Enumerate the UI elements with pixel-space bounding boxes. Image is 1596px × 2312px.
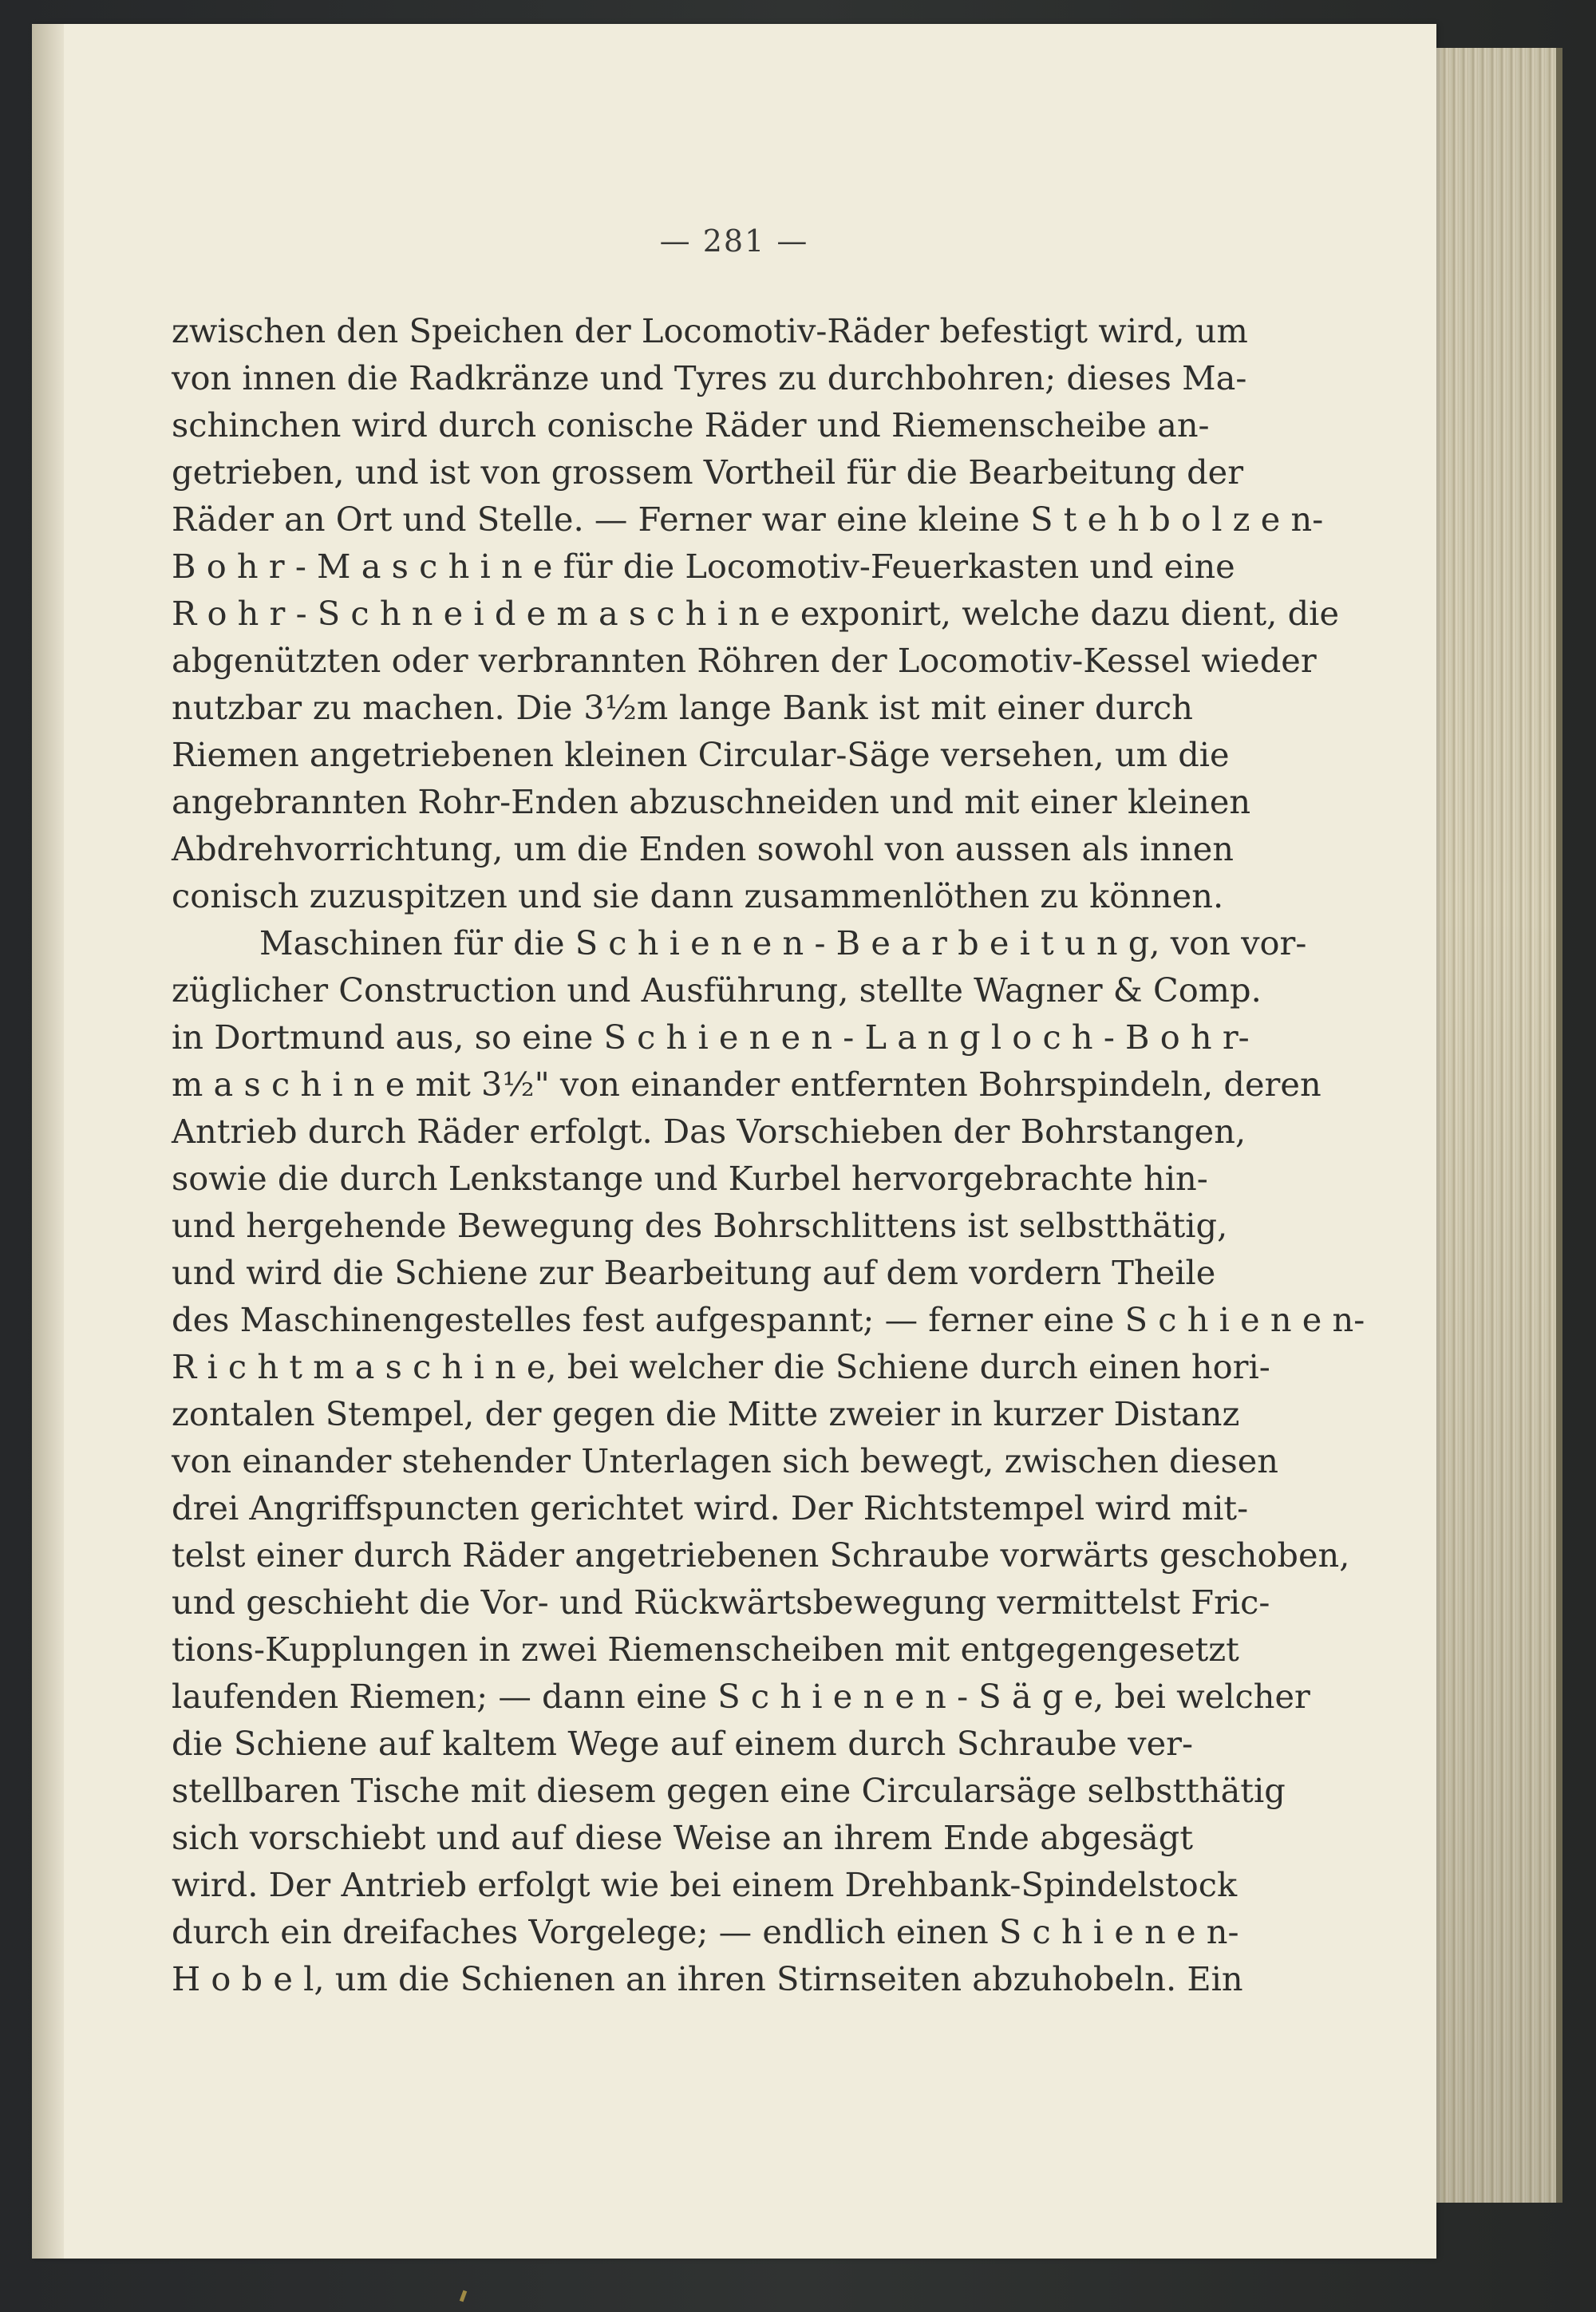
- text-line: und geschieht die Vor- und Rückwärtsbewegung vermittelst Fric-: [172, 1583, 1270, 1622]
- text-line: telst einer durch Räder angetriebenen Schraube vorwärts geschoben,: [172, 1535, 1350, 1575]
- text-line: sowie die durch Lenkstange und Kurbel hervorgebrachte hin-: [172, 1159, 1208, 1198]
- text-line: nutzbar zu machen. Die 3½m lange Bank ist mit einer durch: [172, 688, 1193, 727]
- text-line: des Maschinengestelles fest aufgespannt; — ferner eine S c h i e n e n-: [172, 1300, 1365, 1339]
- text-line: tions-Kupplungen in zwei Riemenscheiben mit entgegengesetzt: [172, 1630, 1239, 1669]
- text-line: züglicher Construction und Ausführung, stellte Wagner & Comp.: [172, 970, 1262, 1010]
- text-line: Maschinen für die S c h i e n e n - B e a r b e i t u n g, von vor-: [259, 923, 1307, 962]
- text-line: und hergehende Bewegung des Bohrschlittens ist selbstthätig,: [172, 1206, 1228, 1245]
- text-line: zontalen Stempel, der gegen die Mitte zweier in kurzer Distanz: [172, 1394, 1240, 1433]
- text-line: und wird die Schiene zur Bearbeitung auf dem vordern Theile: [172, 1253, 1216, 1292]
- page-gutter: [32, 24, 64, 2259]
- text-line: Riemen angetriebenen kleinen Circular-Säge versehen, um die: [172, 735, 1230, 774]
- text-line: wird. Der Antrieb erfolgt wie bei einem Drehbank-Spindelstock: [172, 1865, 1238, 1904]
- text-line: H o b e l, um die Schienen an ihren Stirnseiten abzuhobeln. Ein: [172, 1959, 1243, 1998]
- page-edges-shadow: [1420, 48, 1556, 2203]
- book-page: [32, 24, 1436, 2259]
- body-text: [172, 307, 1365, 2002]
- text-line: m a s c h i n e mit 3½" von einander entfernten Bohrspindeln, deren: [172, 1065, 1321, 1104]
- text-line: von innen die Radkränze und Tyres zu durchbohren; dieses Ma-: [172, 358, 1247, 397]
- text-line: B o h r - M a s c h i n e für die Locomotiv-Feuerkasten und eine: [172, 547, 1235, 586]
- page-number: — 281 —: [659, 223, 809, 259]
- text-line: R i c h t m a s c h i n e, bei welcher die Schiene durch einen hori-: [172, 1347, 1270, 1386]
- text-line: die Schiene auf kaltem Wege auf einem durch Schraube ver-: [172, 1724, 1193, 1763]
- text-line: laufenden Riemen; — dann eine S c h i e n e n - S ä g e, bei welcher: [172, 1677, 1310, 1716]
- text-line: stellbaren Tische mit diesem gegen eine Circularsäge selbstthätig: [172, 1771, 1286, 1810]
- text-line: conisch zuzuspitzen und sie dann zusammenlöthen zu können.: [172, 876, 1224, 915]
- text-line: abgenützten oder verbrannten Röhren der Locomotiv-Kessel wieder: [172, 641, 1317, 680]
- text-line: angebrannten Rohr-Enden abzuschneiden und mit einer kleinen: [172, 782, 1251, 821]
- text-line: Räder an Ort und Stelle. — Ferner war eine kleine S t e h b o l z e n-: [172, 500, 1324, 539]
- text-line: drei Angriffspuncten gerichtet wird. Der Richtstempel wird mit-: [172, 1488, 1249, 1528]
- text-line: Abdrehvorrichtung, um die Enden sowohl von aussen als innen: [172, 829, 1234, 868]
- text-line: in Dortmund aus, so eine S c h i e n e n - L a n g l o c h - B o h r-: [172, 1018, 1250, 1057]
- text-line: Antrieb durch Räder erfolgt. Das Vorschieben der Bohrstangen,: [172, 1112, 1246, 1151]
- text-line: von einander stehender Unterlagen sich bewegt, zwischen diesen: [172, 1441, 1279, 1480]
- text-line: zwischen den Speichen der Locomotiv-Räder befestigt wird, um: [172, 311, 1248, 350]
- text-line: getrieben, und ist von grossem Vortheil für die Bearbeitung der: [172, 453, 1244, 492]
- text-line: schinchen wird durch conische Räder und Riemenscheibe an-: [172, 405, 1210, 445]
- text-line: durch ein dreifaches Vorgelege; — endlich einen S c h i e n e n-: [172, 1912, 1239, 1951]
- text-line: sich vorschiebt und auf diese Weise an ihrem Ende abgesägt: [172, 1818, 1193, 1857]
- text-line: R o h r - S c h n e i d e m a s c h i n e exponirt, welche dazu dient, die: [172, 594, 1340, 633]
